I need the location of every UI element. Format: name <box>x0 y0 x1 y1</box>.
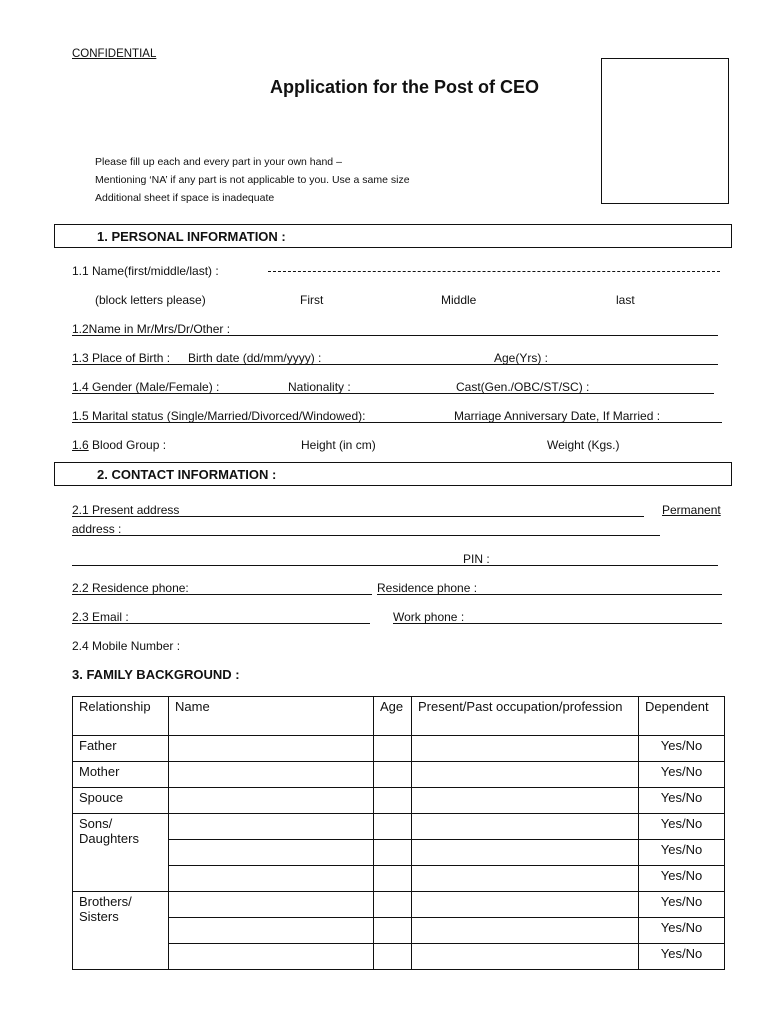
column-header: Present/Past occupation/profession <box>412 697 639 736</box>
marital-details-field[interactable] <box>72 422 722 423</box>
table-row <box>73 814 725 840</box>
weight-label: Weight (Kgs.) <box>547 438 620 452</box>
email-label: 2.3 Email : <box>72 610 129 624</box>
column-header: Dependent <box>639 697 725 736</box>
nationality-label: Nationality : <box>288 380 351 394</box>
name-cell[interactable] <box>169 892 374 918</box>
gender-label: 1.4 Gender (Male/Female) : <box>72 380 220 394</box>
page-title: Application for the Post of CEO <box>270 77 539 97</box>
name-cell[interactable] <box>169 918 374 944</box>
permanent-label: Permanent <box>662 503 721 517</box>
permanent-address-field[interactable] <box>72 535 660 536</box>
age-cell[interactable] <box>374 736 412 762</box>
age-cell[interactable] <box>374 840 412 866</box>
table-row <box>73 892 725 918</box>
work-phone-label: Work phone : <box>393 610 465 624</box>
relationship-cell: Spouce <box>73 788 169 814</box>
occupation-cell[interactable] <box>412 892 639 918</box>
anniversary-label: Marriage Anniversary Date, If Married : <box>454 409 661 423</box>
dependent-cell[interactable]: Yes/No <box>639 866 725 892</box>
name-field[interactable] <box>268 271 720 272</box>
column-header: Age <box>374 697 412 736</box>
occupation-cell[interactable] <box>412 736 639 762</box>
occupation-cell[interactable] <box>412 944 639 970</box>
gender-details-field[interactable] <box>72 393 714 394</box>
cast-label: Cast(Gen./OBC/ST/SC) : <box>456 380 590 394</box>
age-cell[interactable] <box>374 788 412 814</box>
dependent-cell[interactable]: Yes/No <box>639 736 725 762</box>
work-phone-field[interactable] <box>393 623 722 624</box>
instruction-line-2: Mentioning ‘NA’ if any part is not applicable to you. Use a same size <box>95 174 410 186</box>
blood-group-label: Blood Group : <box>92 438 167 452</box>
age-cell[interactable] <box>374 866 412 892</box>
height-label: Height (in cm) <box>301 438 376 452</box>
table-row <box>73 762 725 788</box>
occupation-cell[interactable] <box>412 762 639 788</box>
occupation-cell[interactable] <box>412 814 639 840</box>
residence-phone-2-label: Residence phone : <box>377 581 478 595</box>
occupation-cell[interactable] <box>412 788 639 814</box>
name-cell[interactable] <box>169 840 374 866</box>
name-cell[interactable] <box>169 762 374 788</box>
column-header: Relationship <box>73 697 169 736</box>
last-name-caption: last <box>616 293 635 307</box>
column-header: Name <box>169 697 374 736</box>
photo-box[interactable] <box>601 58 729 204</box>
dependent-cell[interactable]: Yes/No <box>639 892 725 918</box>
dependent-cell[interactable]: Yes/No <box>639 814 725 840</box>
relationship-cell: Mother <box>73 762 169 788</box>
dependent-cell[interactable]: Yes/No <box>639 762 725 788</box>
dependent-cell[interactable]: Yes/No <box>639 918 725 944</box>
mobile-number-label: 2.4 Mobile Number : <box>72 639 181 653</box>
name-cell[interactable] <box>169 944 374 970</box>
section-contact-info <box>54 462 732 486</box>
occupation-cell[interactable] <box>412 840 639 866</box>
place-of-birth-label: 1.3 Place of Birth : <box>72 351 171 365</box>
first-name-caption: First <box>300 293 324 307</box>
dependent-cell[interactable]: Yes/No <box>639 788 725 814</box>
age-cell[interactable] <box>374 762 412 788</box>
residence-phone-field[interactable] <box>72 594 372 595</box>
dependent-cell[interactable]: Yes/No <box>639 944 725 970</box>
family-background-heading: 3. FAMILY BACKGROUND : <box>72 667 240 682</box>
address-label: address : <box>72 522 122 536</box>
section-personal-heading: 1. PERSONAL INFORMATION : <box>97 229 286 244</box>
name-in-field[interactable] <box>72 335 718 336</box>
birth-date-label: Birth date (dd/mm/yyyy) : <box>188 351 322 365</box>
table-row <box>73 918 725 944</box>
present-address-field[interactable] <box>72 516 644 517</box>
birth-details-field[interactable] <box>72 364 718 365</box>
table-header-row <box>73 697 725 736</box>
table-row <box>73 944 725 970</box>
blood-group-row <box>72 438 166 452</box>
section-personal-info <box>54 224 732 248</box>
age-cell[interactable] <box>374 814 412 840</box>
blood-group-number: 1.6 <box>72 438 89 452</box>
dependent-cell[interactable]: Yes/No <box>639 840 725 866</box>
age-cell[interactable] <box>374 918 412 944</box>
name-cell[interactable] <box>169 866 374 892</box>
address-pin-field[interactable] <box>72 565 718 566</box>
relationship-cell: Brothers/ Sisters <box>73 892 169 970</box>
table-row <box>73 736 725 762</box>
name-cell[interactable] <box>169 736 374 762</box>
name-cell[interactable] <box>169 788 374 814</box>
age-cell[interactable] <box>374 892 412 918</box>
table-row <box>73 788 725 814</box>
name-cell[interactable] <box>169 814 374 840</box>
middle-name-caption: Middle <box>441 293 477 307</box>
residence-phone-2-field[interactable] <box>377 594 722 595</box>
confidential-label: CONFIDENTIAL <box>72 48 157 60</box>
age-cell[interactable] <box>374 944 412 970</box>
table-row <box>73 840 725 866</box>
relationship-cell: Sons/ Daughters <box>73 814 169 892</box>
residence-phone-label: 2.2 Residence phone: <box>72 581 189 595</box>
section-contact-heading: 2. CONTACT INFORMATION : <box>97 467 277 482</box>
present-address-label: 2.1 Present address <box>72 503 180 517</box>
marital-status-label: 1.5 Marital status (Single/Married/Divorced/Windowed): <box>72 409 366 423</box>
occupation-cell[interactable] <box>412 918 639 944</box>
block-letters-note: (block letters please) <box>95 293 206 307</box>
instruction-line-3: Additional sheet if space is inadequate <box>95 192 275 204</box>
age-label: Age(Yrs) : <box>494 351 549 365</box>
instruction-line-1: Please fill up each and every part in your own hand – <box>95 156 342 168</box>
relationship-cell: Father <box>73 736 169 762</box>
family-table <box>72 696 725 970</box>
name-in-label: 1.2Name in Mr/Mrs/Dr/Other : <box>72 322 231 336</box>
email-field[interactable] <box>72 623 370 624</box>
table-row <box>73 866 725 892</box>
occupation-cell[interactable] <box>412 866 639 892</box>
name-label: 1.1 Name(first/middle/last) : <box>72 264 219 278</box>
pin-label: PIN : <box>463 552 490 566</box>
